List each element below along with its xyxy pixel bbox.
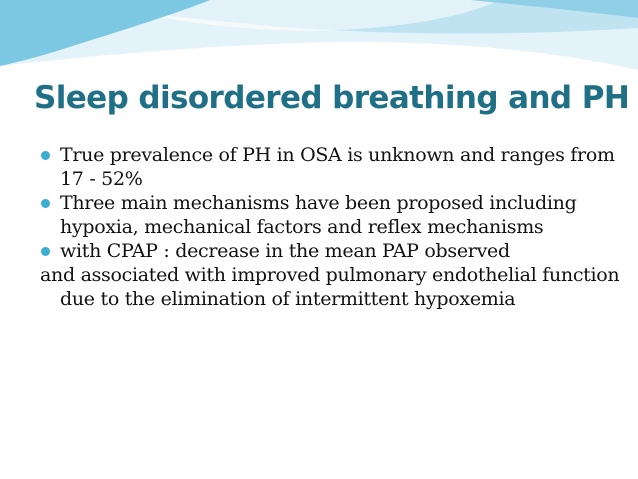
bullet-dot-icon [41, 151, 50, 160]
bullet-item [40, 239, 620, 263]
bullet-text: with CPAP : decrease in the mean PAP observed [60, 240, 510, 262]
header-wave-decoration [0, 0, 638, 80]
bullet-dot-icon [41, 199, 50, 208]
slide-body [40, 143, 620, 311]
slide-title: Sleep disordered breathing and PH [34, 80, 630, 116]
bullet-item [40, 143, 620, 191]
bullet-dot-icon [41, 247, 50, 256]
bullet-text: Three main mechanisms have been proposed including hypoxia, mechanical factors and reflex mechanisms [60, 192, 577, 238]
bullet-text: True prevalence of PH in OSA is unknown and ranges from 17 - 52% [60, 144, 615, 190]
bullet-item [40, 191, 620, 239]
continuation-text: and associated with improved pulmonary endothelial function due to the elimination of intermittent hypoxemia [40, 264, 620, 310]
